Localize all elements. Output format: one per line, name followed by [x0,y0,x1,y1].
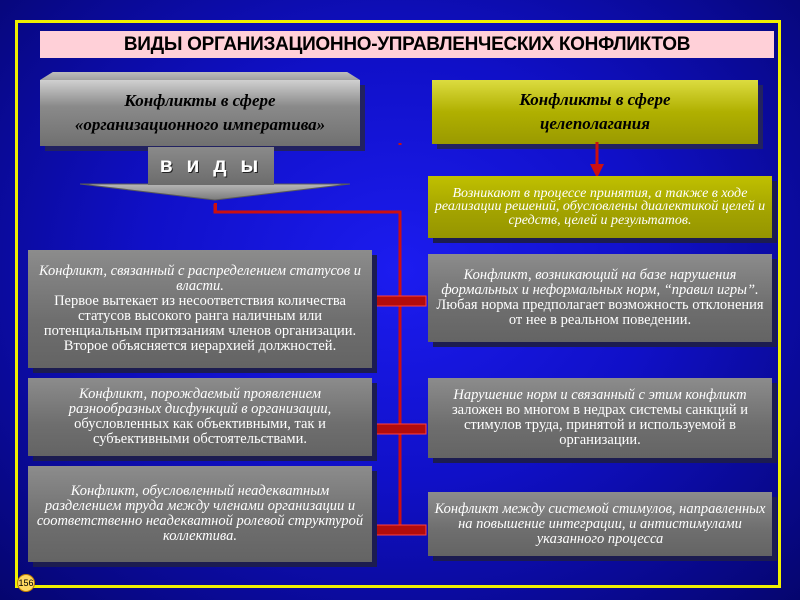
right-box-1-italic: Конфликт, возникающий на базе нарушения формальных и неформальных норм, “правил игры”. [441,267,759,298]
left-box-1-text: Первое вытекает из несоответствия количества статусов высокого ранга наличным или потенциальным притязаниям членов организации. Второе объясняется иерархией должностей. [43,293,357,354]
right-box-1-text: Любая норма предполагает возможность отклонения от нее в реальном поведении. [436,297,764,328]
slide-title: ВИДЫ ОРГАНИЗАЦИОННО-УПРАВЛЕНЧЕСКИХ КОНФЛИКТОВ [40,31,774,58]
right-box-2-text: заложен во многом в недрах системы санкций и стимулов труда, принятой и используемой в организации. [451,402,749,448]
connector-node-3 [374,525,426,535]
left-box-2 [28,378,372,456]
vidy-label: в и д ы [148,147,274,185]
right-box-1 [428,254,772,342]
left-box-1-italic: Конфликт, связанный с распределением статусов и власти. [38,263,362,294]
left-box-1 [28,250,372,368]
right-header-line2: целеполагания [539,114,650,133]
connector-node-2 [374,424,426,434]
page-number-badge: 156 [17,574,35,592]
right-intro-text: Возникают в процессе принятия, а также в ходе реализации решений, обусловлены диалектикой целей и средств, целей и результатов. [434,185,766,228]
left-header-line2: «организационного императива» [74,115,326,134]
connector-node-1 [374,296,426,306]
left-box-3-italic: Конфликт, обусловленный неадекватным разделением труда между членами организации и соответственно неадекватной ролевой структурой коллектива. [36,483,364,544]
right-box-2 [428,378,772,458]
right-box-3 [428,492,772,556]
right-box-2-content [432,388,768,448]
left-header-line1: Конфликты в сфере [124,91,276,110]
left-box-2-italic: Конфликт, порождаемый проявлением разнообразных дисфункций в организации, [68,386,332,417]
right-header-line1: Конфликты в сфере [519,90,671,109]
right-box-3-italic: Конфликт между системой стимулов, направленных на повышение интеграции, и антистимулами указанного процесса [434,500,766,547]
connector-stub [214,203,217,212]
right-box-2-italic: Нарушение норм и связанный с этим конфликт [453,387,747,403]
right-intro-box [428,176,772,238]
left-box-2-text: обусловленных как объективными, так и субъективными обстоятельствами. [74,416,326,447]
left-box-3 [28,466,372,562]
